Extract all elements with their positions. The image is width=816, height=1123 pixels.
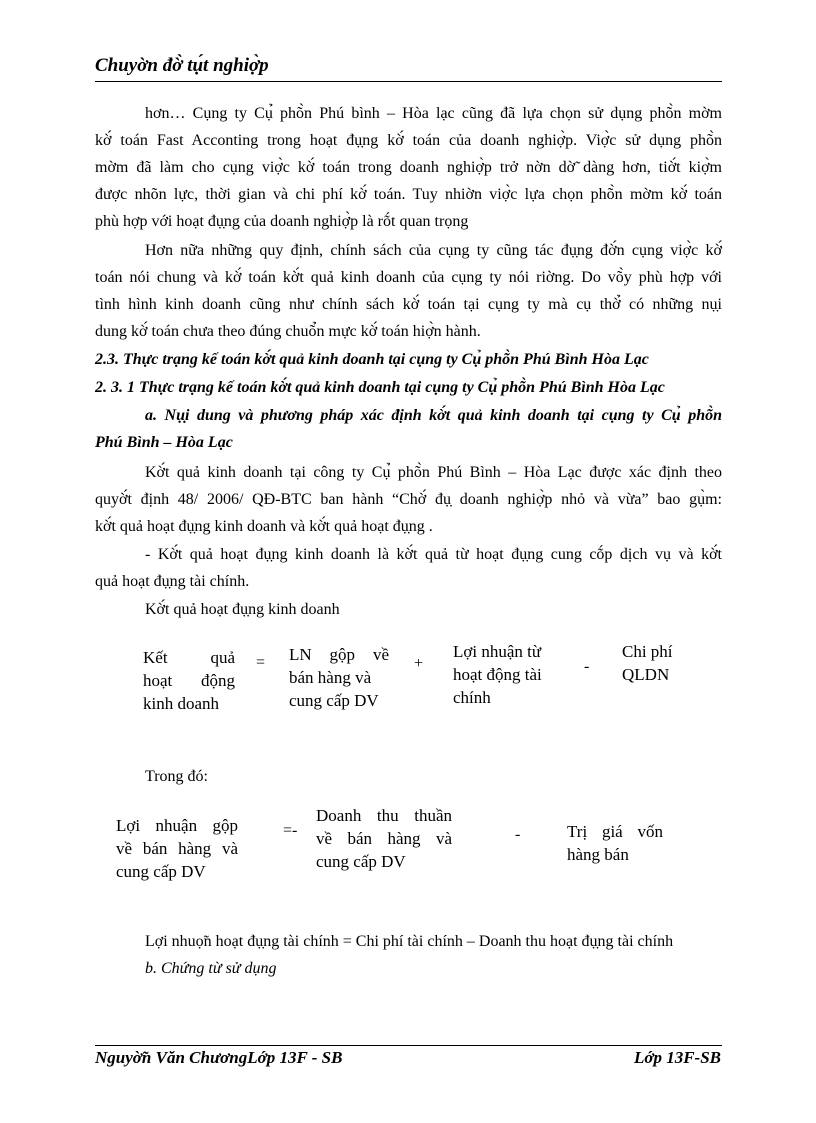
formula2-term-cogs <box>567 820 663 866</box>
formula2-lhs <box>116 814 238 883</box>
formula2-term-net-revenue <box>316 804 452 873</box>
formula1-lhs <box>143 646 235 715</box>
formula1-lhs-line: kinh doanh <box>143 694 220 713</box>
formula1-term-line: Chi phí <box>622 642 673 661</box>
paragraph-line: tình hình kinh doanh cũng như chính sách kờ́ toán tại cụng ty mà cụ thờ̉ có những nụ̣i <box>95 296 722 313</box>
formula2-term-line: Trị giá vốn <box>567 822 663 841</box>
formula1-lhs-line: hoạt động <box>143 671 235 690</box>
paragraph-line: Lợi nhuọ̃n hoạt đụ̣ng tài chính = Chi phí tài chính – Doanh thu hoạt đụ̣ng tài chính <box>145 933 674 950</box>
formula1-term-financial-profit <box>453 640 563 709</box>
paragraph-line: Kờ́t quả hoạt đụ̣ng kinh doanh <box>145 601 340 618</box>
footer-author-class: Nguyờ̃n Văn ChươngLớp 13F - SB <box>95 1048 343 1067</box>
section-heading-2-3-1: 2. 3. 1 Thực trạng kế toán kờ́t quả kinh doanh tại cụng ty Cụ̉ phõ̀n Phú Bình Hòa Lạc <box>95 379 665 396</box>
paragraph-line: quyờ́t định 48/ 2006/ QĐ-BTC ban hành “Chờ́ đụ̣ doanh nghiợ̀p nhỏ và vừa” bao gụ̀m: <box>95 491 722 508</box>
subsection-heading-b: b. Chứng từ sử dụng <box>145 960 277 977</box>
footer-class: Lớp 13F-SB <box>633 1048 721 1067</box>
paragraph-line: được nhõn lực, thời gian và chi phí kờ́ toán. Tuy nhiờn viợ̀c lựa chọn phõ̀n mờm kờ́ toán <box>95 186 722 203</box>
subsection-heading-a-cont: Phú Bình – Hòa Lạc <box>95 434 233 451</box>
formula2-lhs-line: về bán hàng và <box>116 839 238 858</box>
formula2-minus: - <box>515 826 521 843</box>
section-heading-2-3: 2.3. Thực trạng kế toán kờ́t quả kinh doanh tại cụng ty Cụ̉ phõ̀n Phú Bình Hòa Lạc <box>95 351 649 368</box>
formula1-term-gross-profit <box>289 643 389 712</box>
formula1-term-line: bán hàng và <box>289 668 372 687</box>
paragraph-line: Trong đó: <box>145 768 208 785</box>
formula2-term-line: hàng bán <box>567 845 629 864</box>
formula1-term-line: cung cấp DV <box>289 691 379 710</box>
formula1-term-line: LN gộp về <box>289 645 389 664</box>
paragraph-line: Hơn nữa những quy định, chính sách của cụng ty cũng tác đụ̣ng đờ́n cụng viợ̀c kờ́ <box>145 242 722 259</box>
formula1-equals: = <box>256 654 266 671</box>
paragraph-line: dung kờ́ toán chưa theo đúng chuõ̉n mực kờ́ toán hiợ̀n hành. <box>95 323 481 340</box>
formula1-term-admin-cost <box>622 640 692 686</box>
page-header-title: Chuyờn đờ̀ tụ́t nghiợ̀p <box>95 55 269 76</box>
paragraph-line: phù hợp với hoạt đụ̣ng của doanh nghiợ̀p là rṍt quan trọng <box>95 213 469 230</box>
formula2-term-line: Doanh thu thuần <box>316 806 452 825</box>
paragraph-line: kờ́ toán Fast Acconting trong hoạt đụ̣ng kờ́ toán của doanh nghiợ̀p. Viợ̀c sử dụng phõ̀n <box>95 132 722 149</box>
formula2-term-line: về bán hàng và <box>316 829 452 848</box>
paragraph-line: - Kờ́t quả hoạt đụ̣ng kinh doanh là kờ́t quả từ hoạt đụ̣ng cung cṍp dịch vụ và kờ́t <box>145 546 722 563</box>
formula2-term-line: cung cấp DV <box>316 852 406 871</box>
formula2-lhs-line: Lợi nhuận gộp <box>116 816 238 835</box>
paragraph-line: toán nói chung và kờ́ toán kờ́t quả kinh doanh của cụng ty nói riờng. Do võ̀y phù hợp với <box>95 269 722 286</box>
formula1-term-line: chính <box>453 688 491 707</box>
formula1-term-line: QLDN <box>622 665 670 684</box>
paragraph-line: hơn… Cụng ty Cụ̉ phõ̀n Phú bình – Hòa lạc cũng đã lựa chọn sử dụng phõ̀n mờm <box>145 105 722 122</box>
paragraph-line: mờm đã làm cho cụng viợ̀c kờ́ toán trong doanh nghiợ̀p trở nờn dờ̃ dàng hơn, tiờ́t kiợ̀m <box>95 159 722 176</box>
formula1-lhs-line: Kết quả <box>143 648 235 667</box>
subsection-heading-a: a. Nụ̣i dung và phương pháp xác định kờ́t quả kinh doanh tại cụng ty Cụ̉ phõ̀n <box>145 407 722 424</box>
formula1-minus: - <box>584 658 590 675</box>
paragraph-line: kờ́t quả hoạt đụ̣ng kinh doanh và kờ́t quả hoạt đụ̣ng . <box>95 518 433 535</box>
formula2-lhs-line: cung cấp DV <box>116 862 206 881</box>
formula1-plus: + <box>414 655 424 672</box>
formula1-term-line: Lợi nhuận từ <box>453 642 542 661</box>
paragraph-line: Kờ́t quả kinh doanh tại công ty Cụ̉ phõ̀n Phú Bình – Hòa Lạc được xác định theo <box>145 464 722 481</box>
header-rule <box>95 81 722 82</box>
paragraph-line: quả hoạt đụ̣ng tài chính. <box>95 573 250 590</box>
footer-rule <box>95 1045 722 1046</box>
formula1-term-line: hoạt động tài <box>453 665 542 684</box>
formula2-equals: =- <box>283 822 298 839</box>
